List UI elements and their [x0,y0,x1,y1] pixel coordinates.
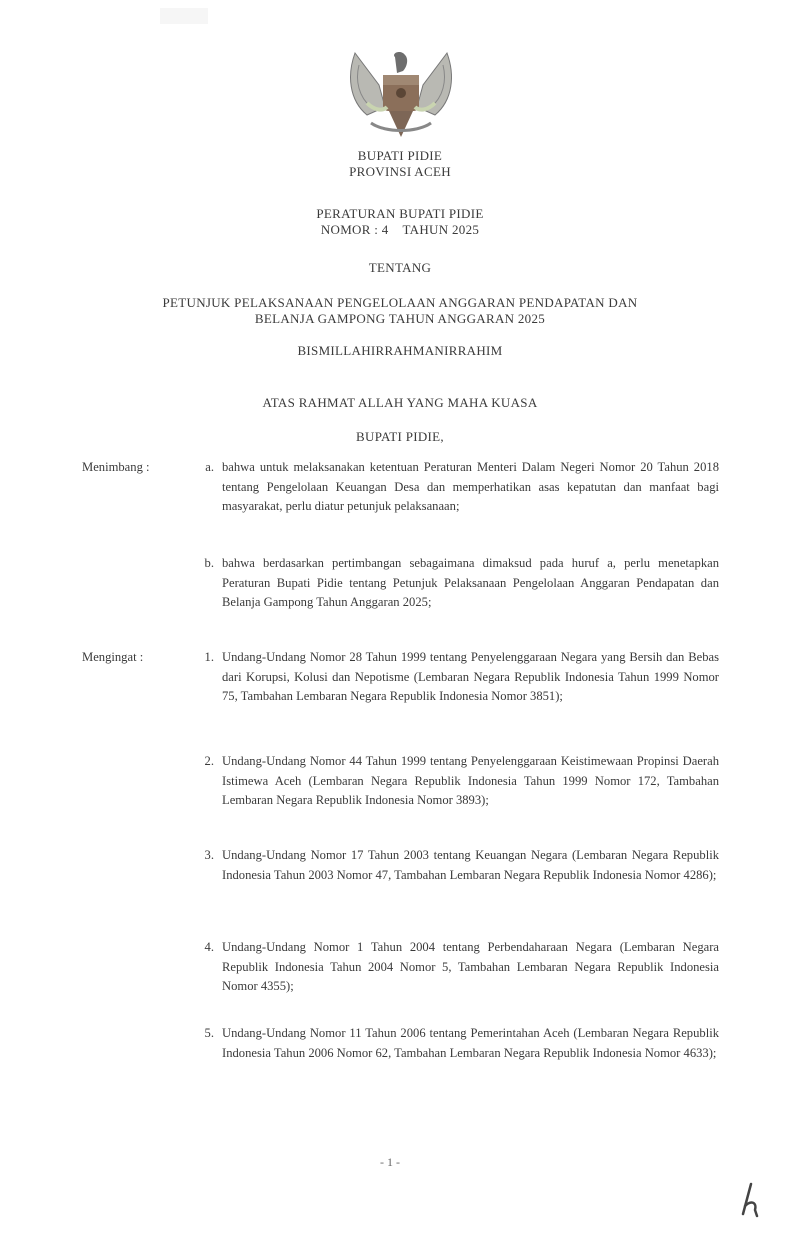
title-line-2: BELANJA GAMPONG TAHUN ANGGARAN 2025 [254,311,546,326]
item-marker: 3. [204,848,214,862]
scan-artifact [160,8,208,24]
item-text: Undang-Undang Nomor 11 Tahun 2006 tentang Pemerintahan Aceh (Lembaran Negara Republik Indonesia Tahun 2006 Nomor 62, Tambahan Lembaran Negara Republik Indonesia Nomor 4633); [222,1026,719,1060]
enactor-title: BUPATI PIDIE, [356,429,444,444]
item-marker: 1. [204,650,214,664]
province-name: PROVINSI ACEH [349,164,451,179]
item-marker: a. [205,460,214,474]
considering-label: Menimbang : [82,460,150,474]
divine-grace-line: ATAS RAHMAT ALLAH YANG MAHA KUASA [262,395,538,410]
garuda-emblem-icon [345,45,457,145]
item-marker: 4. [204,940,214,954]
bismillah: BISMILLAHIRRAHMANIRRAHIM [297,343,503,358]
item-text: Undang-Undang Nomor 44 Tahun 1999 tentang Penyelenggaraan Keistimewaan Propinsi Daerah Istimewa Aceh (Lembaran Negara Republik Indonesia Tahun 1999 Nomor 172, Tambahan Lembaran Negara Republik Indonesia Nomor 3893); [222,754,719,807]
item-marker: 5. [204,1026,214,1040]
item-text: Undang-Undang Nomor 1 Tahun 2004 tentang Perbendaharaan Negara (Lembaran Negara Republik Indonesia Tahun 2004 Nomor 5, Tambahan Lembaran Negara Republik Indonesia Nomor 4355); [222,940,719,993]
regulation-number: NOMOR : 4 TAHUN 2025 [320,222,480,237]
page-number: - 1 - [380,1155,400,1169]
about-label: TENTANG [368,260,432,275]
regulation-title [0,295,800,327]
title-line-1: PETUNJUK PELAKSANAAN PENGELOLAAN ANGGARAN PENDAPATAN DAN [162,295,638,310]
regulation-heading [0,206,800,238]
item-text: Undang-Undang Nomor 28 Tahun 1999 tentang Penyelenggaraan Negara yang Bersih dan Bebas dari Korupsi, Kolusi dan Nepotisme (Lembaran Negara Republik Indonesia Tahun 1999 Nomor 75, Tambahan Lembaran Negara Republik Indonesia Nomor 3851); [222,650,719,703]
item-marker: 2. [204,754,214,768]
item-text: Undang-Undang Nomor 17 Tahun 2003 tentang Keuangan Negara (Lembaran Negara Republik Indonesia Tahun 2003 Nomor 47, Tambahan Lembaran Negara Republik Indonesia Nomor 4286); [222,848,719,882]
authority-title: BUPATI PIDIE [357,148,443,163]
item-text: bahwa berdasarkan pertimbangan sebagaimana dimaksud pada huruf a, perlu menetapkan Peraturan Bupati Pidie tentang Petunjuk Pelaksanaan Pengelolaan Anggaran Pendapatan dan Belanja Gampong Tahun Anggaran 2025; [222,556,719,609]
item-marker: b. [204,556,214,570]
handwritten-initial-icon [735,1180,765,1220]
recalling-label: Mengingat : [82,650,144,664]
issuing-authority [0,148,800,180]
regulation-type: PERATURAN BUPATI PIDIE [316,206,484,221]
item-text: bahwa untuk melaksanakan ketentuan Peraturan Menteri Dalam Negeri Nomor 20 Tahun 2018 tentang Pengelolaan Keuangan Desa dan memperhatikan asas kepatutan dan manfaat bagi masyarakat, perlu diatur petunjuk pelaksanaan; [222,460,719,513]
